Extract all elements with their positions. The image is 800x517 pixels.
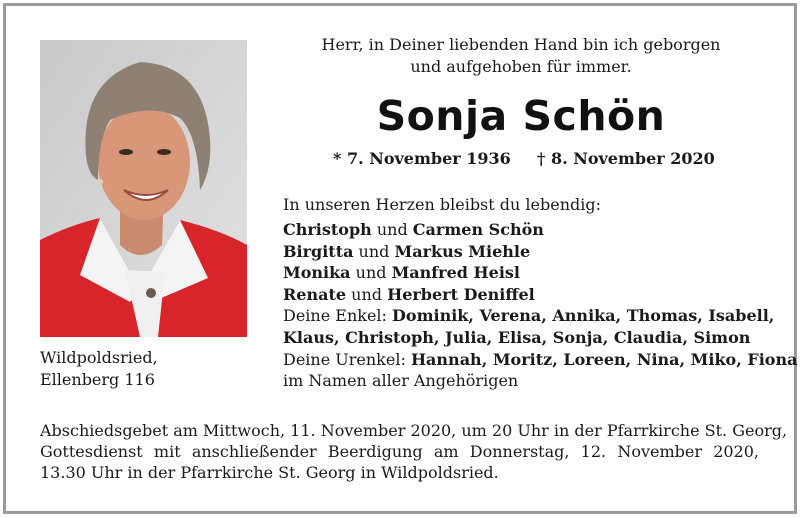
portrait-photo xyxy=(40,40,247,337)
memorial-quote xyxy=(285,34,757,78)
mourner-name: Renate xyxy=(283,284,347,304)
mourner-join: und xyxy=(353,241,395,261)
location xyxy=(40,347,158,391)
mourner-name: Manfred Heisl xyxy=(391,263,520,283)
mourner-name: Carmen Schön xyxy=(412,220,544,239)
quote-line-2: und aufgehoben für immer. xyxy=(410,57,632,76)
great-grandchildren-names: Hannah, Moritz, Loreen, Nina, Miko, Fiona xyxy=(410,349,798,369)
mourner-join: und xyxy=(371,220,413,239)
great-grandchildren-label: Deine Urenkel: xyxy=(283,349,411,369)
mourner-couple xyxy=(283,219,763,241)
service-line-3: 13.30 Uhr in der Pfarrkirche St. Georg in Wildpoldsried. xyxy=(40,463,499,482)
quote-line-1: Herr, in Deiner liebenden Hand bin ich geborgen xyxy=(321,35,721,54)
grandchildren-line-1 xyxy=(283,305,775,327)
mourner-name: Markus Miehle xyxy=(394,241,531,261)
mourner-name: Christoph xyxy=(283,220,372,239)
mourner-join: und xyxy=(346,284,388,304)
great-grandchildren-line xyxy=(283,349,798,371)
mourner-couple xyxy=(283,262,763,284)
location-line-1: Wildpoldsried, xyxy=(40,348,158,367)
grandchildren-label: Deine Enkel: xyxy=(283,306,393,326)
closing-line: im Namen aller Angehörigen xyxy=(283,371,519,391)
service-line-2: Gottesdienst mit anschließender Beerdigung am Donnerstag, 12. November 2020, xyxy=(40,442,759,461)
mourner-name: Herbert Deniffel xyxy=(387,284,535,304)
birth-date: * 7. November 1936 xyxy=(333,149,511,168)
grandchildren-line-2 xyxy=(283,327,763,349)
mourner-join: und xyxy=(350,263,392,283)
death-date: † 8. November 2020 xyxy=(537,149,715,168)
service-details xyxy=(40,420,788,483)
service-line-1: Abschiedsgebet am Mittwoch, 11. November 2020, um 20 Uhr in der Pfarrkirche St. Georg, xyxy=(40,421,788,440)
mourner-name: Birgitta xyxy=(283,241,354,261)
deceased-name: Sonja Schön xyxy=(376,92,666,140)
mourner-couple xyxy=(283,241,763,263)
portrait-image xyxy=(40,40,247,337)
intro-text: In unseren Herzen bleibst du lebendig: xyxy=(283,195,602,214)
grandchildren-names: Dominik, Verena, Annika, Thomas, Isabell, xyxy=(392,306,775,326)
mourners-list xyxy=(283,219,798,392)
mourner-name: Monika xyxy=(283,263,351,283)
grandchildren-names: Klaus, Christoph, Julia, Elisa, Sonja, Claudia, Simon xyxy=(283,327,751,347)
mourner-couple xyxy=(283,284,763,306)
location-line-2: Ellenberg 116 xyxy=(40,370,155,389)
